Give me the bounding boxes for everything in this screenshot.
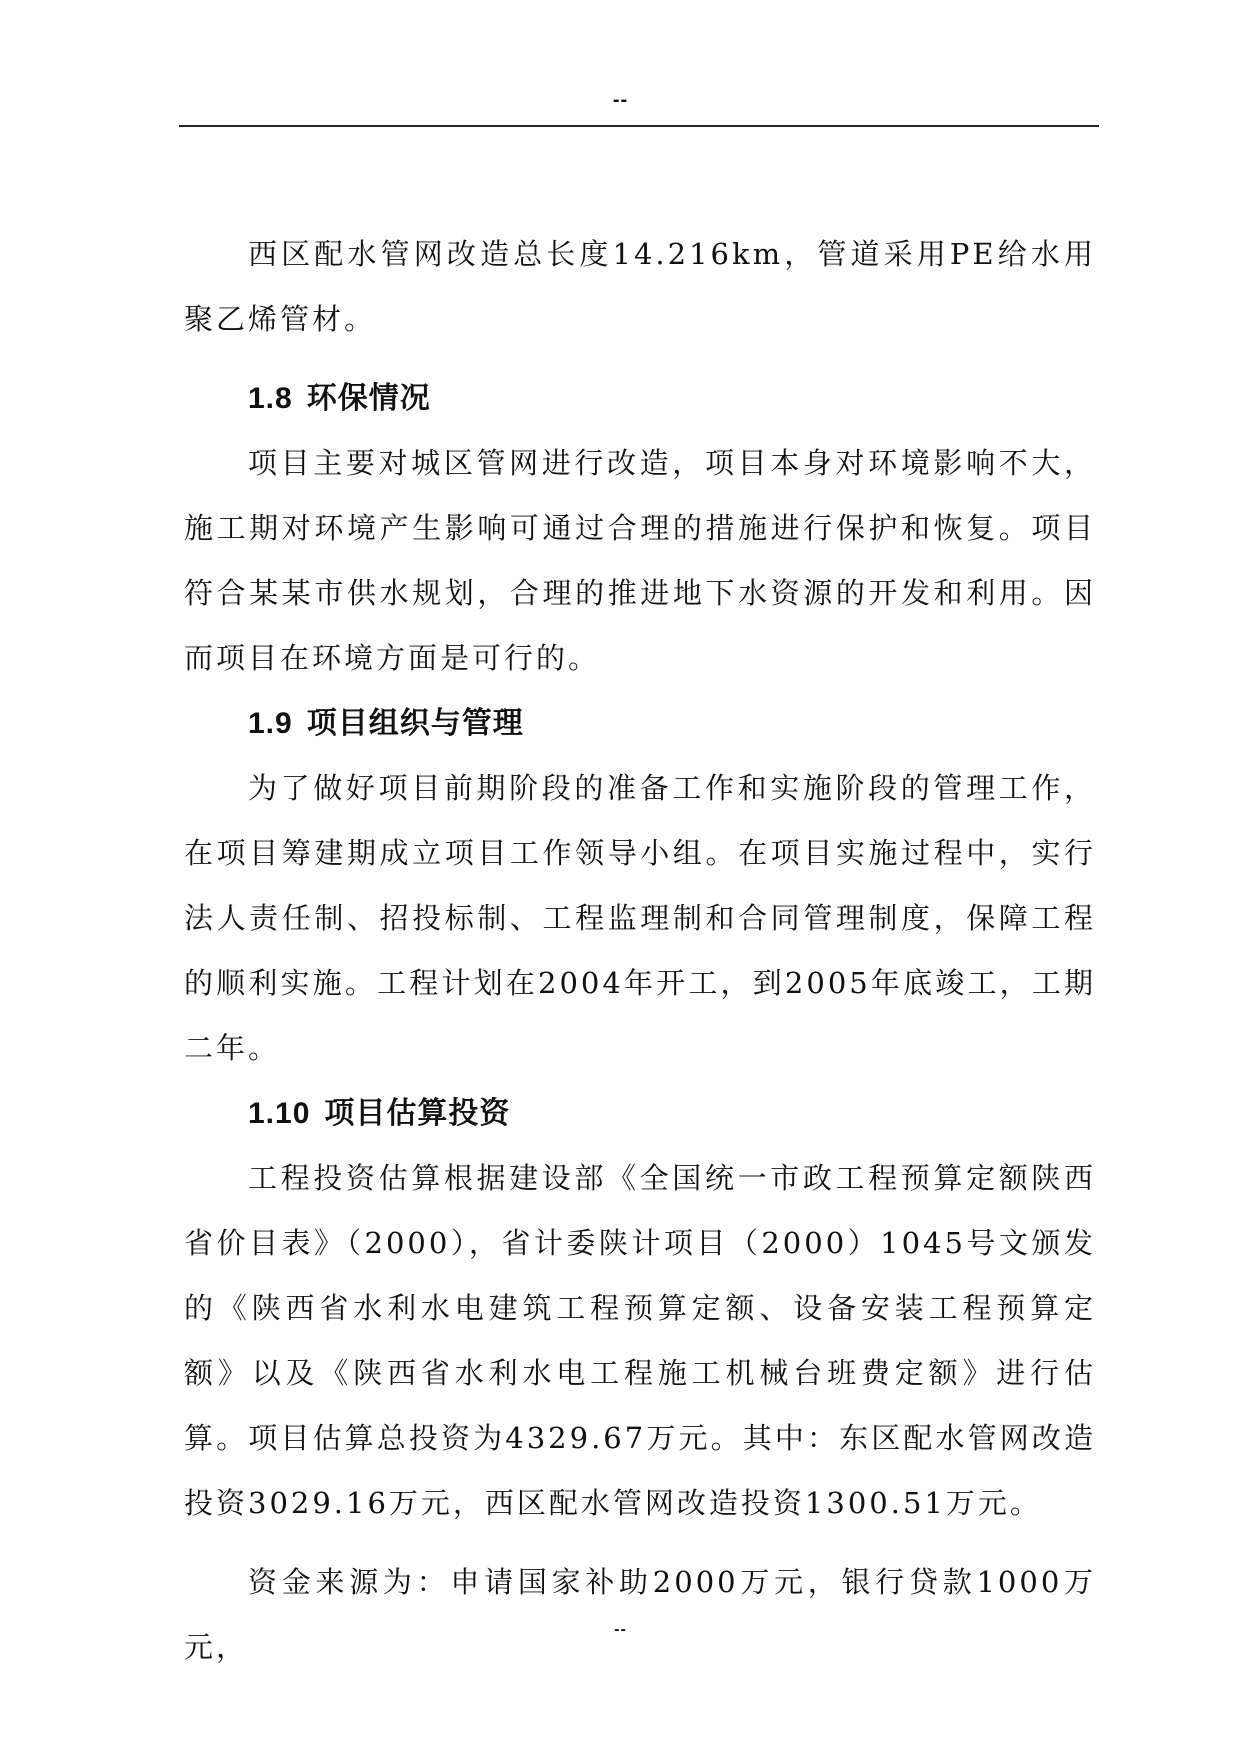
paragraph-organization: 为了做好项目前期阶段的准备工作和实施阶段的管理工作，在项目筹建期成立项目工作领导小组。在项目实施过程中，实行法人责任制、招投标制、工程监理制和合同管理制度，保障工程的顺利实施。工程计划在2004年开工，到2005年底竣工，工期二年。 xyxy=(184,771,1096,1065)
paragraph-investment: 工程投资估算根据建设部《全国统一市政工程预算定额陕西省价目表》（2000），省计委陕计项目（2000）1045号文颁发的《陕西省水利水电建筑工程预算定额、设备安装工程预算定额》以及《陕西省水利水电工程施工机械台班费定额》进行估算。项目估算总投资为4329.67万元。其中：东区配水管网改造投资3029.16万元，西区配水管网改造投资1300.51万元。 xyxy=(184,1161,1096,1520)
header-rule xyxy=(179,125,1099,127)
document-body xyxy=(184,222,1096,1680)
section-heading-organization xyxy=(184,691,1096,756)
section-title: 环保情况 xyxy=(306,382,431,415)
paragraph-environment: 项目主要对城区管网进行改造，项目本身对环境影响不大，施工期对环境产生影响可通过合理的措施进行保护和恢复。项目符合某某市供水规划，合理的推进地下水资源的开发和利用。因而项目在环境方面是可行的。 xyxy=(184,446,1096,675)
page-footer-mark: -- xyxy=(614,1621,627,1638)
page-header-mark: -- xyxy=(612,89,629,111)
section-number: 1.8 xyxy=(248,382,293,415)
section-title: 项目组织与管理 xyxy=(306,707,524,740)
paragraph-west-pipe-network: 西区配水管网改造总长度14.216km，管道采用PE给水用聚乙烯管材。 xyxy=(184,237,1096,336)
section-heading-environment xyxy=(184,366,1096,431)
paragraph-funding-source: 资金来源为：申请国家补助2000万元，银行贷款1000万元， xyxy=(184,1565,1096,1664)
section-number: 1.9 xyxy=(248,707,293,740)
section-heading-investment xyxy=(184,1081,1096,1146)
section-title: 项目估算投资 xyxy=(324,1097,511,1130)
section-number: 1.10 xyxy=(248,1097,311,1130)
